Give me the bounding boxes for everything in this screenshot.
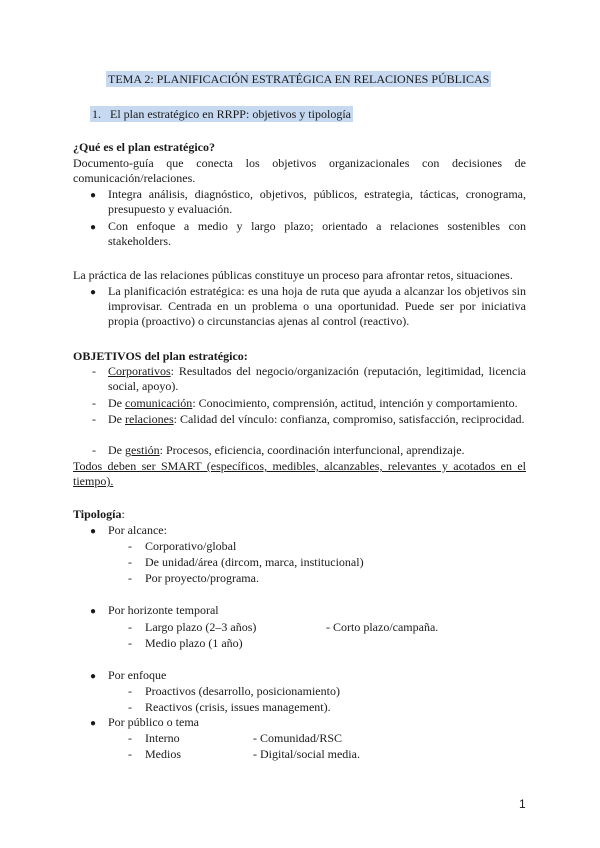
objectives-heading: OBJETIVOS del plan estratégico: [73,349,248,363]
typology-item: Medio plazo (1 año) [145,636,243,650]
page-number: 1 [519,797,526,811]
typology-category: Por alcance: [108,523,167,537]
list-item: La planificación estratégica: es una hoja de ruta que ayuda a alcanzar los objetivos sin improvisar. Centrada en un problema o una oportunidad. Puede ser por iniciativa propia (proactivo) o circunstancias ajenas al control (reactivo). [108,284,526,328]
definition-paragraph: Documento-guía que conecta los objetivos organizacionales con decisiones de comunicación/relaciones. [73,156,526,185]
objective-item: De gestión: Procesos, eficiencia, coordinación interfuncional, aprendizaje. [108,443,465,457]
dash-marker: - [128,684,132,698]
bullet-icon: ● [90,671,97,682]
objective-key: comunicación [125,396,193,410]
dash-marker: - [92,412,96,426]
typology-item: Corporativo/global [145,539,237,553]
list-item: Integra análisis, diagnóstico, objetivos, públicos, estrategia, tácticas, cronograma, presupuesto y evaluación. [108,187,526,216]
question-heading: ¿Qué es el plan estratégico? [73,140,215,154]
typology-item: Largo plazo (2–3 años) [145,620,257,634]
bullet-icon: ● [90,287,97,298]
dash-marker: - [128,555,132,569]
objective-key: Corporativos [108,364,171,378]
bullet-icon: ● [90,526,97,537]
bullet-icon: ● [90,190,97,201]
bullet-icon: ● [90,606,97,617]
dash-marker: - [128,747,132,761]
dash-marker: - [128,636,132,650]
typology-item: Interno [145,731,180,745]
section-heading [90,107,353,122]
typology-item-side: - Digital/social media. [253,747,360,761]
bullet-icon: ● [90,222,97,233]
objective-key: gestión [125,443,160,457]
typology-item: Medios [145,747,181,761]
dash-marker: - [128,731,132,745]
dash-marker: - [128,700,132,714]
dash-marker: - [92,364,96,378]
typology-category: Por horizonte temporal [108,603,219,617]
typology-item-side: - Corto plazo/campaña. [326,620,439,634]
dash-marker: - [92,396,96,410]
typology-heading: Tipología: [73,507,125,521]
dash-marker: - [128,620,132,634]
objective-item: Corporativos: Resultados del negocio/organización (reputación, legitimidad, licencia social, apoyo). [108,364,526,393]
document-title: TEMA 2: PLANIFICACIÓN ESTRATÉGICA EN RELACIONES PÚBLICAS [108,72,490,86]
typology-item: Reactivos (crisis, issues management). [145,700,331,714]
objective-item: De relaciones: Calidad del vínculo: confianza, compromiso, satisfacción, reciprocidad. [108,412,525,426]
list-item: Con enfoque a medio y largo plazo; orientado a relaciones sostenibles con stakeholders. [108,219,526,248]
bullet-icon: ● [90,718,97,729]
typology-category: Por público o tema [108,715,199,729]
objective-key: relaciones [125,412,174,426]
dash-marker: - [92,443,96,457]
dash-marker: - [128,539,132,553]
section-title: El plan estratégico en RRPP: objetivos y tipología [110,107,351,121]
typology-category: Por enfoque [108,668,167,682]
typology-item-side: - Comunidad/RSC [253,731,343,745]
smart-note: Todos deben ser SMART (específicos, medibles, alcanzables, relevantes y acotados en el tiempo). [73,459,526,488]
typology-item: De unidad/área (dircom, marca, institucional) [145,555,364,569]
practice-paragraph: La práctica de las relaciones públicas constituye un proceso para afrontar retos, situaciones. [73,268,513,282]
typology-item: Por proyecto/programa. [145,571,259,585]
objective-item: De comunicación: Conocimiento, comprensión, actitud, intención y comportamiento. [108,396,518,410]
dash-marker: - [128,571,132,585]
section-number: 1. [92,107,101,121]
typology-item: Proactivos (desarrollo, posicionamiento) [145,684,340,698]
